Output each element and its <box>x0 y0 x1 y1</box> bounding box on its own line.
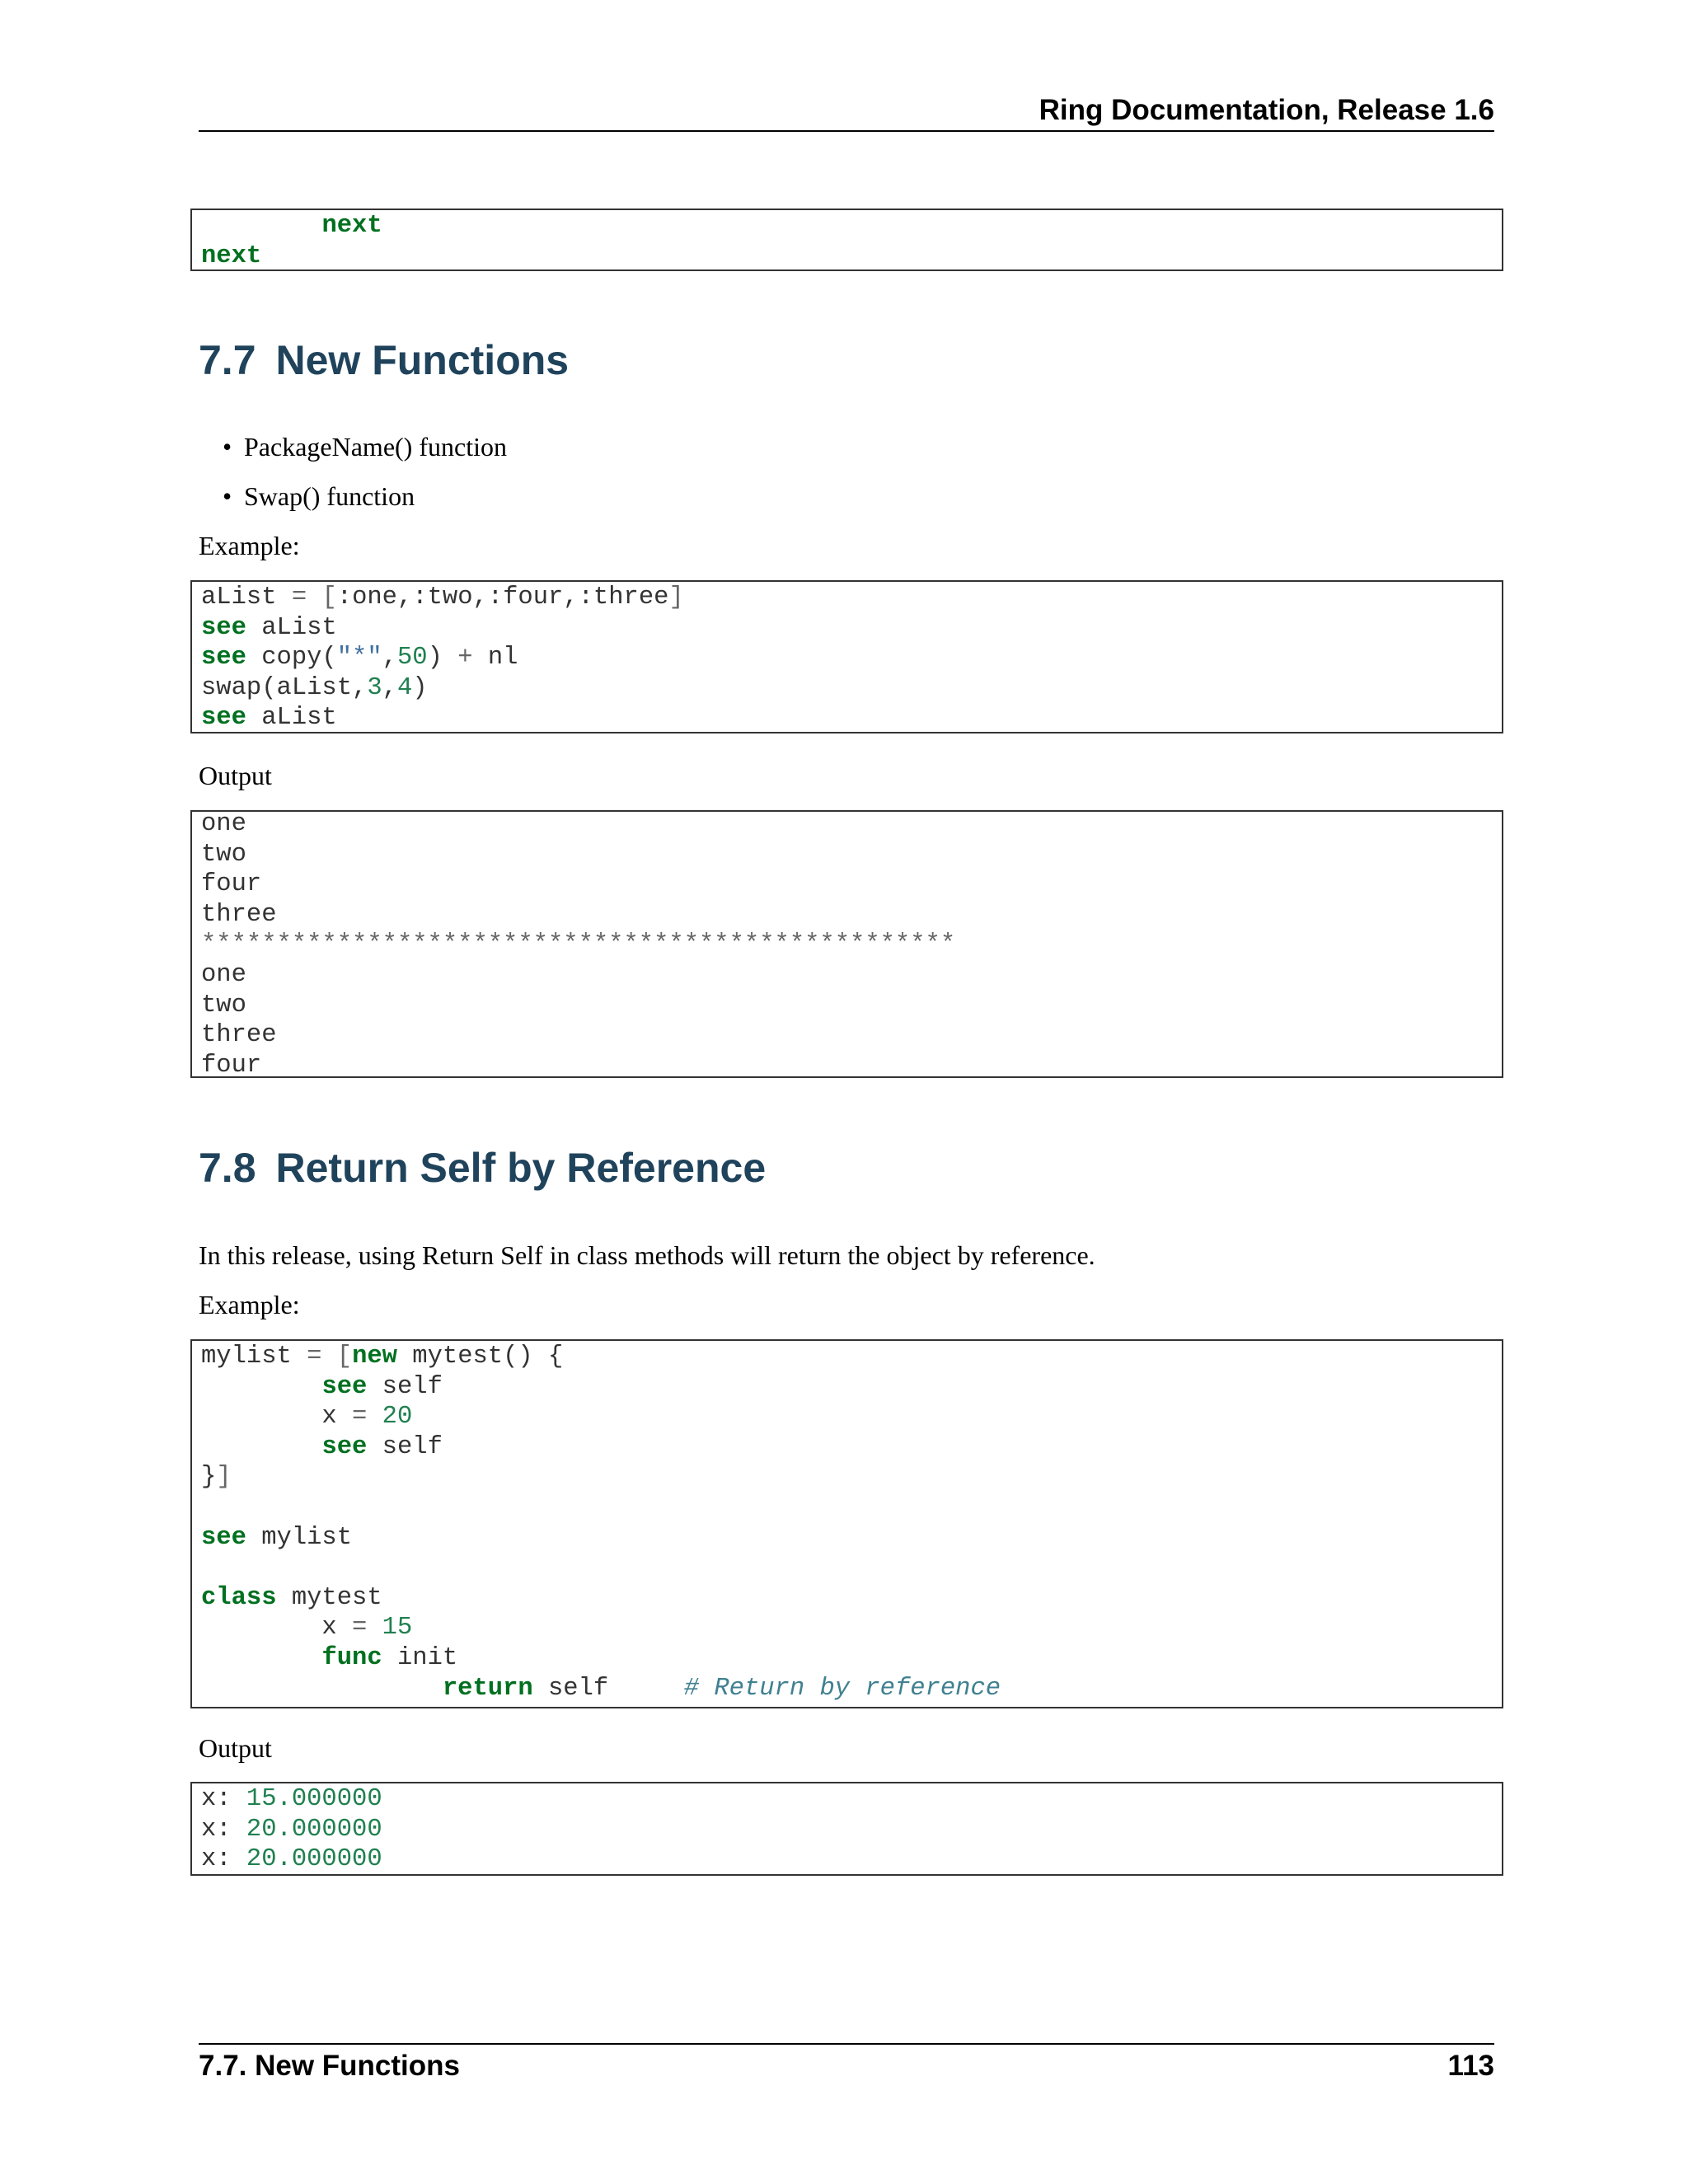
code-token: nl <box>472 644 518 673</box>
code-token: :one,:two,:four,:three <box>336 583 669 612</box>
code-token: two <box>201 840 246 869</box>
code-token: + <box>457 644 473 673</box>
code-block-output <box>190 810 1503 1078</box>
code-token: aList <box>246 704 337 733</box>
code-block-example <box>190 580 1503 733</box>
code-token: = <box>352 1403 368 1432</box>
example-label: Example: <box>199 531 300 560</box>
code-token: 20 <box>382 1403 413 1432</box>
code-token: x: <box>201 1785 246 1813</box>
body-paragraph: In this release, using Return Self in class methods will return the object by reference. <box>199 1240 1095 1270</box>
code-line <box>201 673 428 704</box>
code-token: = <box>291 583 307 612</box>
code-token: init <box>382 1644 458 1672</box>
code-token <box>201 1433 321 1461</box>
code-token: ************************************************** <box>201 930 956 959</box>
code-line <box>201 1674 1001 1704</box>
code-token <box>201 212 321 240</box>
code-token: mytest <box>276 1583 382 1612</box>
code-token: [ <box>336 1343 353 1371</box>
code-line <box>201 869 261 900</box>
code-token: x: <box>201 1845 246 1874</box>
code-token: new <box>352 1343 397 1371</box>
code-line <box>201 1784 382 1815</box>
code-token: four <box>201 870 262 899</box>
code-token: x <box>201 1614 353 1643</box>
code-token: one <box>201 810 246 838</box>
code-token <box>307 583 321 612</box>
section-heading-7-8 <box>199 1144 766 1192</box>
code-token <box>367 1614 382 1642</box>
code-token <box>201 1373 321 1401</box>
code-line <box>201 1815 382 1845</box>
code-token: 20.000000 <box>246 1815 382 1844</box>
code-token: next <box>201 241 262 270</box>
section-title: New Functions <box>275 337 570 383</box>
code-token: next <box>321 212 382 240</box>
code-token: [ <box>321 583 337 612</box>
code-token: four <box>201 1051 262 1080</box>
code-line <box>201 1613 412 1643</box>
code-line <box>201 930 955 960</box>
code-token: see <box>201 1523 246 1552</box>
code-line <box>201 583 684 613</box>
code-line <box>201 1402 412 1432</box>
code-token: 15 <box>382 1614 413 1643</box>
bullet-item <box>223 481 415 512</box>
code-token: copy( <box>246 644 337 673</box>
code-block-example <box>190 1339 1503 1708</box>
code-token: aList <box>246 613 337 642</box>
code-line <box>201 1523 352 1554</box>
footer-rule <box>199 2043 1494 2045</box>
example-label: Example: <box>199 1290 300 1319</box>
code-line <box>201 1583 382 1614</box>
code-line <box>201 1372 443 1403</box>
code-line <box>201 1462 232 1493</box>
code-token: 50 <box>396 644 428 673</box>
code-token: = <box>307 1343 322 1371</box>
code-line <box>201 643 518 673</box>
code-token: mylist <box>201 1343 307 1371</box>
code-token: = <box>352 1614 368 1643</box>
code-block-continuation <box>190 209 1503 271</box>
code-line <box>201 703 337 733</box>
code-token: x: <box>201 1815 246 1844</box>
header-title: Ring Documentation, Release 1.6 <box>1039 94 1494 126</box>
code-token: ] <box>668 583 684 612</box>
bullet-text: Swap() function <box>244 481 415 511</box>
code-token: x <box>201 1403 353 1432</box>
code-token <box>367 1403 382 1431</box>
section-title: Return Self by Reference <box>275 1145 767 1191</box>
code-line <box>201 809 246 840</box>
code-line <box>201 1844 382 1875</box>
section-number: 7.8 <box>199 1145 256 1191</box>
page-header <box>199 89 1494 132</box>
code-token: # Return by reference <box>683 1674 1001 1703</box>
code-token: 3 <box>367 673 382 702</box>
code-line <box>201 900 277 930</box>
section-heading-7-7 <box>199 336 569 384</box>
code-token: 15.000000 <box>246 1785 382 1813</box>
code-token: return <box>442 1674 533 1703</box>
code-token: mylist <box>246 1523 353 1552</box>
code-token: three <box>201 1021 277 1050</box>
code-token: self <box>532 1674 684 1703</box>
code-token: mytest() { <box>396 1343 564 1371</box>
code-line <box>201 613 337 644</box>
code-token: 20.000000 <box>246 1845 382 1874</box>
code-token: see <box>201 613 246 642</box>
code-token: class <box>201 1583 277 1612</box>
code-token <box>201 1644 321 1672</box>
output-label: Output <box>199 1733 272 1763</box>
bullet-dot: • <box>223 481 232 511</box>
code-line <box>201 991 246 1021</box>
code-token: 4 <box>396 673 413 702</box>
code-line <box>201 1051 261 1081</box>
code-line <box>201 840 246 870</box>
bullet-dot: • <box>223 432 232 462</box>
code-token: see <box>201 704 246 733</box>
code-token: "*" <box>336 644 382 673</box>
code-line <box>201 211 382 241</box>
code-token: two <box>201 991 246 1019</box>
code-token: ) <box>412 673 428 702</box>
footer-section: 7.7. New Functions <box>199 2050 460 2082</box>
code-token: , <box>382 673 397 702</box>
code-token: see <box>321 1432 368 1461</box>
code-line <box>201 1432 443 1463</box>
output-label: Output <box>199 761 272 790</box>
code-token <box>201 1675 443 1703</box>
code-token: self <box>367 1372 443 1401</box>
code-token: } <box>201 1463 217 1492</box>
code-line <box>201 1020 277 1051</box>
code-token: func <box>321 1644 382 1672</box>
code-token: self <box>367 1432 443 1461</box>
code-token: one <box>201 961 246 989</box>
code-token: ] <box>216 1463 232 1492</box>
code-token: aList <box>201 583 292 612</box>
code-token: see <box>201 644 246 673</box>
code-line <box>201 1643 457 1674</box>
code-block-output <box>190 1782 1503 1876</box>
bullet-item <box>223 432 507 462</box>
code-token: , <box>382 644 397 673</box>
section-number: 7.7 <box>199 337 256 383</box>
code-line <box>201 241 261 272</box>
code-token: see <box>321 1372 368 1401</box>
code-token: swap(aList, <box>201 673 368 702</box>
code-token <box>321 1343 336 1371</box>
page-number: 113 <box>1447 2050 1494 2082</box>
code-token: three <box>201 900 277 929</box>
bullet-text: PackageName() function <box>244 432 507 462</box>
code-line <box>201 1342 563 1372</box>
code-token: ) <box>427 644 458 673</box>
code-line <box>201 960 246 991</box>
